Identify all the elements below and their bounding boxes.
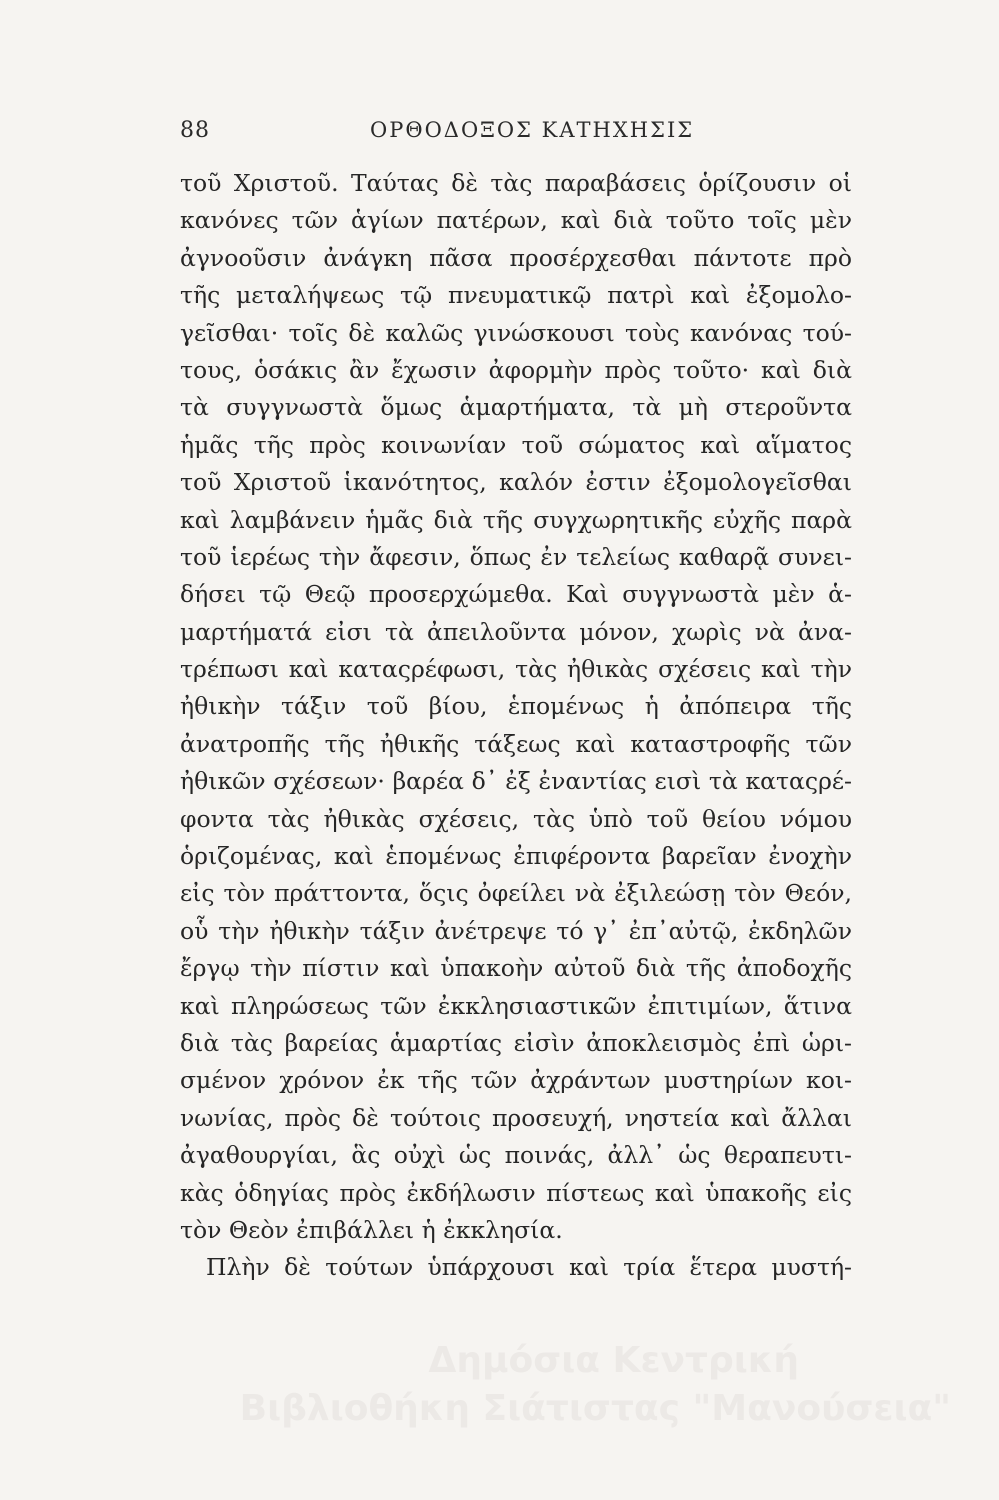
text-line: ἡμᾶς τῆς πρὸς κοινωνίαν τοῦ σώματος καὶ αἵματος (180, 430, 852, 459)
text-line: τοῦ Χριστοῦ. Ταύτας δὲ τὰς παραβάσεις ὁρίζουσιν οἱ (180, 169, 852, 197)
text-line: κανόνες τῶν ἁγίων πατέρων, καὶ διὰ τοῦτο τοῖς μὲν (180, 206, 852, 235)
page-header (180, 118, 860, 158)
body-text (180, 165, 852, 1287)
text-line: καὶ λαμβάνειν ἡμᾶς διὰ τῆς συγχωρητικῆς εὐχῆς παρὰ (180, 505, 852, 534)
text-line: τῆς μεταλήψεως τῷ πνευματικῷ πατρὶ καὶ ἐξομολο- (180, 281, 852, 310)
text-line: εἰς τὸν πράττοντα, ὅςις ὀφείλει νὰ ἐξιλεώσῃ τὸν Θεόν, (180, 879, 852, 908)
text-line: τους, ὁσάκις ἂν ἔχωσιν ἀφορμὴν πρὸς τοῦτο· καὶ διὰ (180, 355, 852, 384)
paragraph-end-line: τὸν Θεὸν ἐπιβάλλει ἡ ἐκκλησία. (180, 1215, 563, 1244)
text-line: κὰς ὁδηγίας πρὸς ἐκδήλωσιν πίστεως καὶ ὑπακοῆς εἰς (180, 1178, 852, 1207)
page-number: 88 (180, 118, 210, 143)
text-line: διὰ τὰς βαρείας ἁμαρτίας εἰσὶν ἀποκλεισμὸς ἐπὶ ὡρι- (180, 1028, 852, 1057)
text-line: ἔργῳ τὴν πίστιν καὶ ὑπακοὴν αὐτοῦ διὰ τῆς ἀποδοχῆς (180, 954, 852, 983)
watermark-line-2: Βιβλιοθήκη Σιάτιστας "Μανούσεια" (239, 1388, 951, 1429)
text-line: σμένον χρόνον ἐκ τῆς τῶν ἀχράντων μυστηρίων κοι- (180, 1066, 852, 1095)
text-line: ἀνατροπῆς τῆς ἠθικῆς τάξεως καὶ καταστροφῆς τῶν (180, 729, 852, 758)
watermark-line-1: Δημόσια Κεντρική (428, 1340, 799, 1381)
text-line: μαρτήματά εἰσι τὰ ἀπειλοῦντα μόνον, χωρὶς νὰ ἀνα- (180, 617, 852, 646)
text-line: τρέπωσι καὶ καταςρέφωσι, τὰς ἠθικὰς σχέσεις καὶ τὴν (180, 655, 852, 684)
text-line: ἠθικὴν τάξιν τοῦ βίου, ἑπομένως ἡ ἀπόπειρα τῆς (180, 692, 852, 721)
text-line: ἀγαθουργίαι, ἃς οὐχὶ ὡς ποινάς, ἀλλ᾽ ὡς θεραπευτι- (180, 1141, 852, 1170)
paragraph-start-line: Πλὴν δὲ τούτων ὑπάρχουσι καὶ τρία ἕτερα μυστή- (206, 1253, 852, 1282)
text-line: ὁριζομένας, καὶ ἑπομένως ἐπιφέροντα βαρεῖαν ἐνοχὴν (180, 842, 852, 871)
text-line: ἀγνοοῦσιν ἀνάγκη πᾶσα προσέρχεσθαι πάντοτε πρὸ (180, 243, 852, 272)
text-line: ἠθικῶν σχέσεων· βαρέα δ᾽ ἐξ ἐναντίας εισὶ τὰ καταςρέ- (180, 767, 852, 796)
text-line: τὰ συγγνωστὰ ὅμως ἁμαρτήματα, τὰ μὴ στεροῦντα (180, 393, 852, 422)
text-line: νωνίας, πρὸς δὲ τούτοις προσευχή, νηστεία καὶ ἄλλαι (180, 1103, 852, 1132)
text-line: οὗ τὴν ἠθικὴν τάξιν ἀνέτρεψε τό γ᾽ ἐπ᾽αὐτῷ, ἐκδηλῶν (180, 916, 852, 945)
text-line: δήσει τῷ Θεῷ προσερχώμεθα. Καὶ συγγνωστὰ μὲν ἁ- (180, 580, 852, 609)
text-line: τοῦ Χριστοῦ ἱκανότητος, καλόν ἐστιν ἐξομολογεῖσθαι (180, 468, 852, 497)
text-line: τοῦ ἱερέως τὴν ἄφεσιν, ὅπως ἐν τελείως καθαρᾷ συνει- (180, 542, 852, 571)
text-line: καὶ πληρώσεως τῶν ἐκκλησιαστικῶν ἐπιτιμίων, ἅτινα (180, 991, 852, 1020)
running-title: ΟΡΘΟΔΟΞΟΣ ΚΑΤΗΧΗΣΙΣ (370, 118, 695, 142)
text-line: γεῖσθαι· τοῖς δὲ καλῶς γινώσκουσι τοὺς κανόνας τού- (180, 318, 852, 347)
text-line: φοντα τὰς ἠθικὰς σχέσεις, τὰς ὑπὸ τοῦ θείου νόμου (180, 804, 852, 833)
